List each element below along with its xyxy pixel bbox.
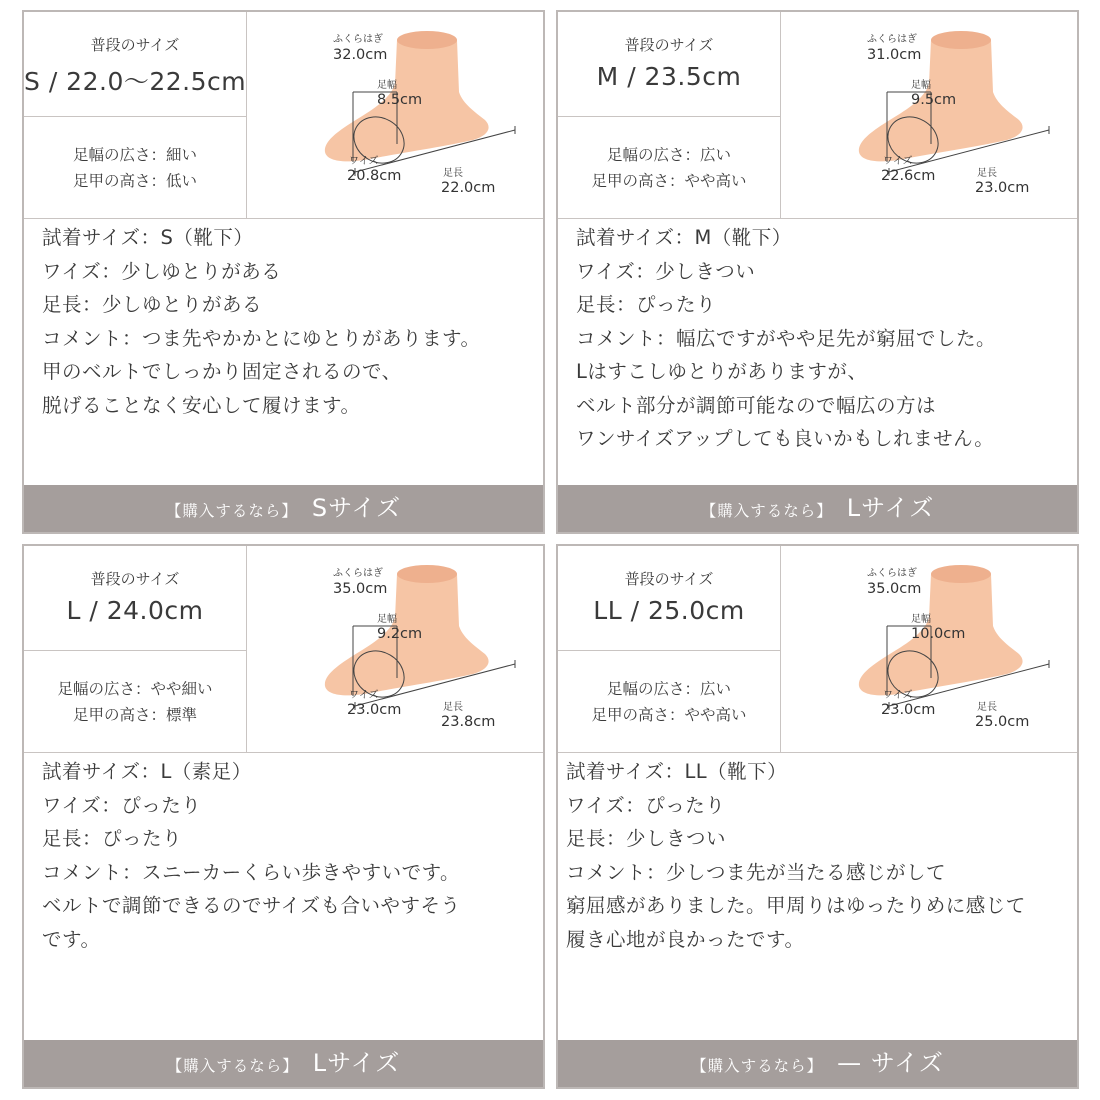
usual-size-value: M / 23.5cm (596, 62, 742, 91)
note-line: コメント：つま先やかかとにゆとりがあります。 (42, 326, 481, 350)
foot-traits (24, 117, 246, 218)
foot-illustration (781, 546, 1079, 752)
foot-measurement-diagram (781, 12, 1077, 218)
foot-width-trait: 足幅の広さ：やや細い (57, 679, 213, 698)
ball-label: 足幅 (377, 614, 397, 625)
card-top (558, 12, 1077, 219)
note-line: ワイズ：少しきつい (576, 259, 756, 283)
usual-size-value: S / 22.0〜22.5cm (24, 67, 247, 96)
purchase-size: — サイズ (837, 1049, 944, 1077)
calf-label: ふくらはぎ (867, 568, 917, 579)
usual-size-label: 普段のサイズ (624, 570, 714, 588)
foot-illustration (247, 12, 545, 218)
length-value: 23.8cm (441, 714, 496, 730)
calf-value: 35.0cm (333, 581, 388, 597)
usual-size-box (558, 546, 780, 651)
purchase-size: Sサイズ (311, 494, 402, 522)
ball-value: 10.0cm (911, 626, 966, 642)
purchase-recommendation (24, 1040, 543, 1087)
length-value: 25.0cm (975, 714, 1030, 730)
calf-value: 35.0cm (867, 581, 922, 597)
calf-value: 31.0cm (867, 47, 922, 63)
ball-label: 足幅 (911, 80, 931, 91)
fitting-notes (558, 219, 1077, 456)
note-line: 足長：ぴったり (42, 827, 183, 850)
note-line: 試着サイズ：M（靴下） (576, 226, 792, 249)
usual-size-panel (24, 546, 247, 752)
foot-top-ellipse (931, 31, 991, 49)
note-line: 脱げることなく安心して履けます。 (42, 393, 361, 417)
foot-top-ellipse (931, 565, 991, 583)
length-label: 足長 (443, 702, 463, 713)
size-card-s (22, 10, 545, 534)
foot-illustration (247, 546, 545, 752)
card-top (24, 12, 543, 219)
instep-height-trait: 足甲の高さ：標準 (72, 705, 197, 724)
note-line: ワイズ：少しゆとりがある (42, 259, 282, 283)
purchase-recommendation (558, 485, 1077, 532)
foot-measurement-diagram (247, 546, 543, 752)
note-line: 試着サイズ：LL（靴下） (566, 760, 788, 783)
purchase-recommendation (24, 485, 543, 532)
note-line: コメント：スニーカーくらい歩きやすいです。 (42, 860, 461, 884)
wise-label: ワイズ (349, 156, 379, 167)
note-line: 足長：ぴったり (576, 293, 717, 316)
note-line: Lはすこしゆとりがありますが、 (576, 360, 868, 383)
usual-size-panel (558, 546, 781, 752)
card-top (558, 546, 1077, 753)
fitting-notes (24, 219, 543, 422)
foot-width-trait: 足幅の広さ：細い (72, 145, 197, 164)
purchase-lead: 【購入するなら】 (700, 502, 833, 520)
note-line: ワイズ：ぴったり (566, 793, 726, 817)
usual-size-label: 普段のサイズ (90, 570, 180, 588)
ball-value: 8.5cm (377, 92, 423, 108)
foot-measurement-diagram (247, 12, 543, 218)
usual-size-label: 普段のサイズ (624, 36, 714, 54)
note-line: ワンサイズアップしても良いかもしれません。 (576, 427, 995, 450)
foot-top-ellipse (397, 565, 457, 583)
instep-height-trait: 足甲の高さ：やや高い (591, 171, 747, 190)
foot-traits (558, 651, 780, 752)
wise-value: 20.8cm (347, 168, 402, 184)
size-card-m (556, 10, 1079, 534)
ball-value: 9.5cm (911, 92, 957, 108)
length-value: 23.0cm (975, 180, 1030, 196)
length-label: 足長 (977, 168, 997, 179)
note-line: 履き心地が良かったです。 (566, 927, 805, 951)
usual-size-panel (558, 12, 781, 218)
foot-traits (24, 651, 246, 752)
usual-size-value: L / 24.0cm (66, 596, 204, 625)
instep-height-trait: 足甲の高さ：低い (72, 171, 197, 190)
usual-size-box (24, 546, 246, 651)
note-line: コメント：幅広ですがやや足先が窮屈でした。 (576, 326, 997, 350)
purchase-lead: 【購入するなら】 (165, 502, 298, 520)
wise-value: 22.6cm (881, 168, 936, 184)
purchase-lead: 【購入するなら】 (691, 1057, 824, 1075)
note-line: 窮屈感がありました。甲周りはゆったりめに感じて (566, 894, 1026, 917)
length-label: 足長 (977, 702, 997, 713)
instep-height-trait: 足甲の高さ：やや高い (591, 705, 747, 724)
note-line: コメント：少しつま先が当たる感じがして (566, 860, 947, 884)
note-line: です。 (42, 927, 101, 951)
note-line: 足長：少しきつい (566, 827, 727, 850)
size-card-ll (556, 544, 1079, 1089)
calf-label: ふくらはぎ (333, 34, 383, 45)
wise-value: 23.0cm (347, 702, 402, 718)
wise-label: ワイズ (349, 690, 379, 701)
note-line: ベルトで調節できるのでサイズも合いやすそう (42, 894, 461, 917)
usual-size-box (558, 12, 780, 117)
note-line: ワイズ：ぴったり (42, 793, 202, 817)
wise-label: ワイズ (883, 690, 913, 701)
purchase-size: Lサイズ (846, 494, 935, 522)
note-line: 試着サイズ：S（靴下） (42, 226, 254, 249)
fitting-notes (558, 753, 1077, 956)
wise-value: 23.0cm (881, 702, 936, 718)
usual-size-panel (24, 12, 247, 218)
card-top (24, 546, 543, 753)
purchase-recommendation (558, 1040, 1077, 1087)
size-card-l (22, 544, 545, 1089)
foot-top-ellipse (397, 31, 457, 49)
foot-measurement-diagram (781, 546, 1077, 752)
note-line: 甲のベルトでしっかり固定されるので、 (42, 360, 402, 383)
calf-label: ふくらはぎ (333, 568, 383, 579)
usual-size-value: LL / 25.0cm (593, 596, 745, 625)
calf-label: ふくらはぎ (867, 34, 917, 45)
note-line: ベルト部分が調節可能なので幅広の方は (576, 393, 937, 417)
usual-size-box (24, 12, 246, 117)
note-line: 足長：少しゆとりがある (42, 293, 263, 316)
foot-width-trait: 足幅の広さ：広い (606, 145, 731, 164)
note-line: 試着サイズ：L（素足） (42, 760, 252, 783)
fitting-notes (24, 753, 543, 956)
ball-label: 足幅 (911, 614, 931, 625)
foot-width-trait: 足幅の広さ：広い (606, 679, 731, 698)
usual-size-label: 普段のサイズ (90, 36, 180, 54)
length-label: 足長 (443, 168, 463, 179)
purchase-size: Lサイズ (312, 1049, 401, 1077)
purchase-lead: 【購入するなら】 (166, 1057, 299, 1075)
foot-traits (558, 117, 780, 218)
ball-label: 足幅 (377, 80, 397, 91)
ball-value: 9.2cm (377, 626, 423, 642)
length-value: 22.0cm (441, 180, 496, 196)
wise-label: ワイズ (883, 156, 913, 167)
calf-value: 32.0cm (333, 47, 388, 63)
foot-illustration (781, 12, 1079, 218)
